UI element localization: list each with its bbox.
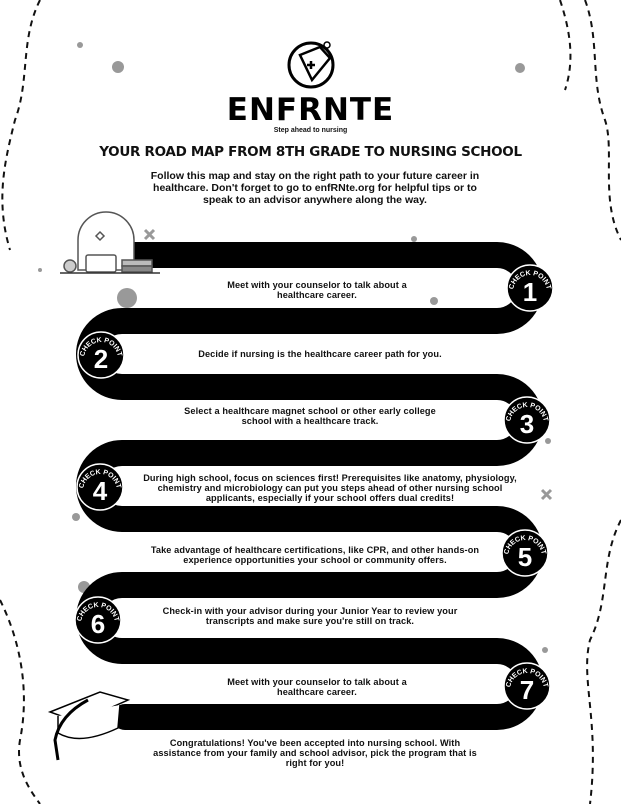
checkpoint-3-badge xyxy=(504,397,550,443)
checkpoint-number: 6 xyxy=(90,609,106,639)
checkpoint-label: CHECK POINT xyxy=(503,534,547,556)
checkpoint-label: CHECK POINT xyxy=(76,601,120,623)
checkpoint-6-text: Check-in with your advisor during your Junior Year to review your transcripts and make sure you're still on track. xyxy=(162,606,458,626)
checkpoint-number: 3 xyxy=(519,409,535,439)
checkpoint-number: 5 xyxy=(517,542,533,572)
checkpoint-1-text: Meet with your counselor to talk about a healthcare career. xyxy=(227,280,407,300)
checkpoint-4-text: During high school, focus on sciences first! Prerequisites like anatomy, physiology, chemistry and microbiology can put you steps ahead of other nursing school applicants, especially if your school offers dual credits! xyxy=(143,473,517,503)
graduation-cap-icon xyxy=(50,692,128,760)
brand-logo-text: ENFRNTE xyxy=(226,92,395,128)
page-title: YOUR ROAD MAP FROM 8TH GRADE TO NURSING SCHOOL xyxy=(99,144,522,160)
intro-text: Follow this map and stay on the right path to your future career in healthcare. Don't forget to go to enfRNte.org for helpful tips or to speak to an advisor anywhere along the way. xyxy=(150,170,480,206)
stethoscope-logo-icon xyxy=(289,42,333,87)
checkpoint-label: CHECK POINT xyxy=(505,401,549,423)
checkpoint-number: 2 xyxy=(93,344,109,374)
final-message: Congratulations! You've been accepted into nursing school. With assistance from your family and school advisor, pick the program that is right for you! xyxy=(153,738,477,768)
checkpoint-4-badge xyxy=(77,464,123,510)
checkpoint-5-text: Take advantage of healthcare certifications, like CPR, and other hands-on experience opportunities your school or community offers. xyxy=(150,545,480,565)
checkpoint-2-text: Decide if nursing is the healthcare career path for you. xyxy=(198,349,442,359)
checkpoint-3-text: Select a healthcare magnet school or other early college school with a healthcare track. xyxy=(184,406,436,426)
checkpoint-7-badge xyxy=(504,663,550,709)
checkpoint-number: 4 xyxy=(92,476,108,506)
checkpoint-7-text: Meet with your counselor to talk about a healthcare career. xyxy=(227,677,407,697)
checkpoint-number: 1 xyxy=(522,277,538,307)
checkpoint-label: CHECK POINT xyxy=(78,468,122,490)
checkpoint-number: 7 xyxy=(519,675,535,705)
checkpoint-6-badge xyxy=(75,597,121,643)
checkpoint-5-badge xyxy=(502,530,548,576)
checkpoint-label: CHECK POINT xyxy=(508,269,552,291)
checkpoint-label: CHECK POINT xyxy=(79,336,123,358)
checkpoint-1-badge xyxy=(507,265,553,311)
brand-tagline: Step ahead to nursing xyxy=(273,127,348,134)
checkpoint-label: CHECK POINT xyxy=(505,667,549,689)
